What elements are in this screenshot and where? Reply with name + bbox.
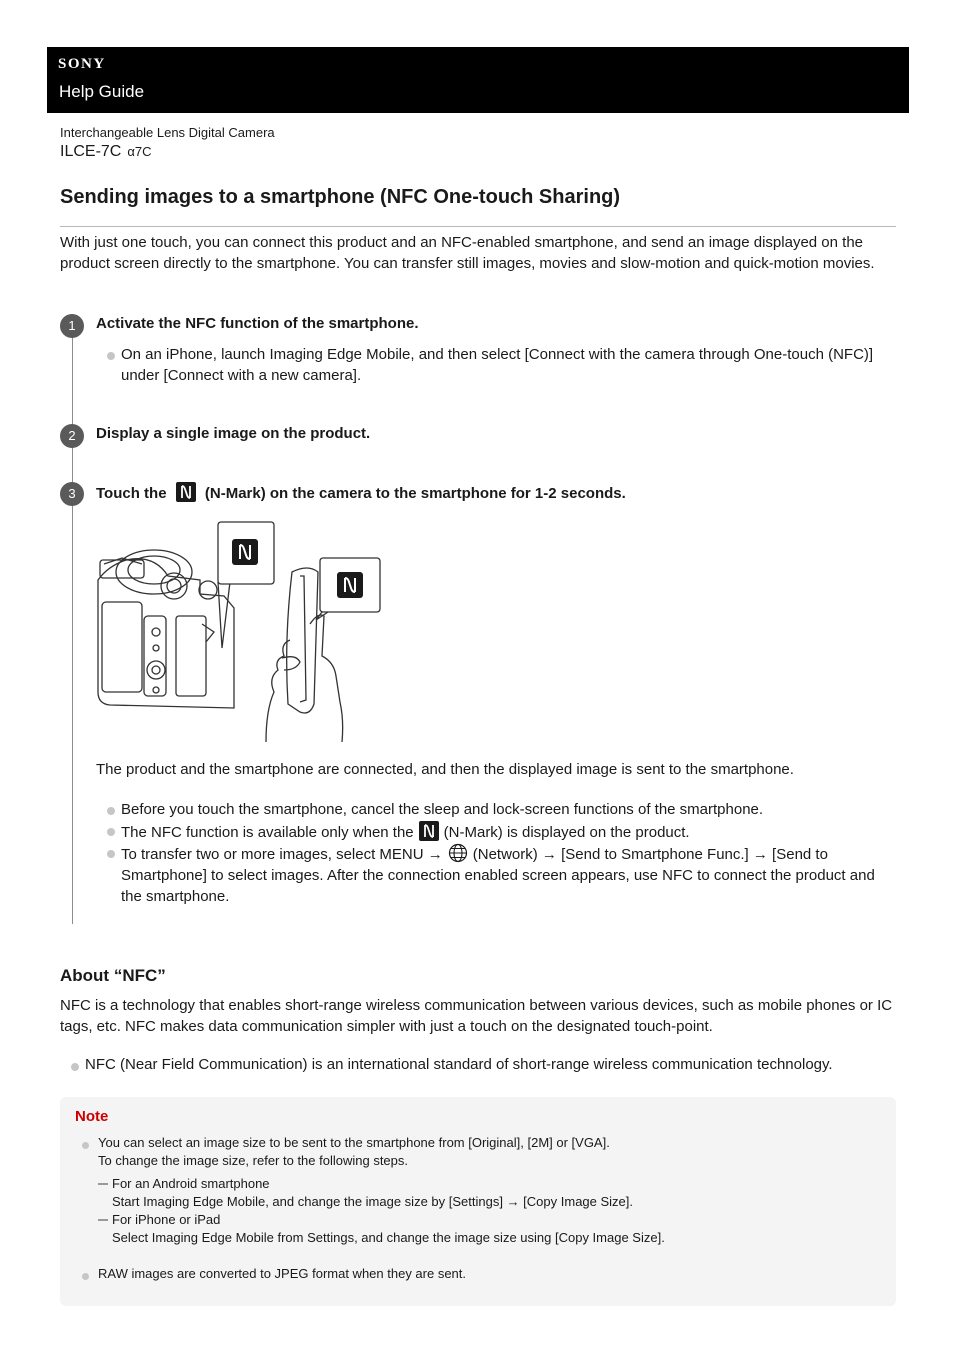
- dash-marker: [98, 1219, 108, 1221]
- step-1-title: Activate the NFC function of the smartphone.: [96, 315, 419, 332]
- step-3-title-end: (N-Mark) on the camera to the smartphone for 1-2 seconds.: [204, 485, 626, 502]
- bullet-dot: [107, 807, 115, 815]
- bullet-text-end: (N-Mark) is displayed on the product.: [443, 823, 690, 841]
- note-android-step: Start Imaging Edge Mobile, and change the image size by [Settings] → [Copy Image Size].: [112, 1194, 634, 1209]
- product-type: Interchangeable Lens Digital Camera: [60, 125, 275, 140]
- network-globe-icon: [448, 843, 468, 863]
- note-item-2: RAW images are converted to JPEG format when they are sent.: [98, 1266, 467, 1281]
- n-mark-icon: [419, 821, 439, 841]
- nfc-touch-illustration: [96, 520, 386, 744]
- bullet-text: NFC (Near Field Communication) is an international standard of short-range wireless communication technology.: [85, 1056, 833, 1073]
- help-guide-title[interactable]: Help Guide: [59, 82, 145, 101]
- step-1-bullets: [96, 345, 886, 386]
- note-iphone-label: For iPhone or iPad: [112, 1212, 221, 1227]
- n-mark-icon: [176, 482, 196, 502]
- note-iphone-step: Select Imaging Edge Mobile from Settings, and change the image size using [Copy Image Size].: [112, 1230, 665, 1245]
- bullet-text: On an iPhone, launch Imaging Edge Mobile, and then select [Connect with the camera through One-touch (NFC)] under [Connect with a new camera].: [121, 346, 874, 384]
- step-3-badge: 3: [60, 482, 84, 506]
- step-3-bullets: [96, 800, 886, 908]
- list-item: [96, 843, 886, 907]
- step-3-title: [96, 482, 626, 504]
- sony-logo[interactable]: SONY: [58, 56, 106, 72]
- bullet-dot: [107, 850, 115, 858]
- about-nfc-paragraph: NFC is a technology that enables short-range wireless communication between various devices, such as mobile phones or IC tags, etc. NFC makes data communication simpler with just a touch on the designated touch-point.: [60, 997, 893, 1035]
- bullet-text-end: (Network) → [Send to Smartphone Func.] → [Send to Smartphone] to select images. After the connection enabled screen appears, use NFC to connect the product and the smartphone.: [121, 846, 875, 905]
- model-alias: α7C: [127, 144, 152, 159]
- dash-marker: [98, 1183, 108, 1185]
- about-nfc-bullets: [60, 1055, 896, 1076]
- step-2-title: Display a single image on the product.: [96, 425, 371, 442]
- bullet-dot: [107, 352, 115, 360]
- note-panel: [60, 1097, 896, 1306]
- list-item: [96, 345, 886, 386]
- title-divider: [60, 226, 896, 227]
- step-1-badge: 1: [60, 314, 84, 338]
- page-title: Sending images to a smartphone (NFC One-touch Sharing): [60, 186, 621, 208]
- list-item: [60, 1055, 896, 1076]
- model-number: ILCE-7C: [60, 143, 122, 160]
- bullet-text: Before you touch the smartphone, cancel the sleep and lock-screen functions of the smartphone.: [121, 801, 764, 818]
- list-item: [96, 800, 886, 821]
- product-model: [60, 143, 152, 161]
- intro-paragraph: With just one touch, you can connect this product and an NFC-enabled smartphone, and send an image displayed on the product screen directly to the smartphone. You can transfer still images, movies and slow-motion and quick-motion movies.: [60, 234, 875, 272]
- bullet-text-start: To transfer two or more images, select MENU →: [121, 846, 443, 864]
- steps-timeline: [72, 330, 73, 924]
- note-item-1-line-2: To change the image size, refer to the following steps.: [98, 1153, 409, 1168]
- bullet-dot: [71, 1063, 79, 1071]
- site-header: [47, 47, 909, 113]
- about-nfc-heading: About “NFC”: [60, 966, 166, 985]
- bullet-dot: [107, 828, 115, 836]
- note-heading: Note: [75, 1108, 109, 1125]
- bullet-dot: [82, 1142, 89, 1149]
- step-3-title-start: Touch the: [96, 485, 167, 502]
- list-item: [96, 821, 886, 844]
- bullet-text-start: The NFC function is available only when the: [121, 823, 414, 841]
- note-android-label: For an Android smartphone: [112, 1176, 270, 1191]
- bullet-dot: [82, 1273, 89, 1280]
- step-2-badge: 2: [60, 424, 84, 448]
- note-item-1-line-1: You can select an image size to be sent to the smartphone from [Original], [2M] or [VGA].: [98, 1135, 610, 1150]
- step-3-result: The product and the smartphone are connected, and then the displayed image is sent to the smartphone.: [96, 761, 794, 778]
